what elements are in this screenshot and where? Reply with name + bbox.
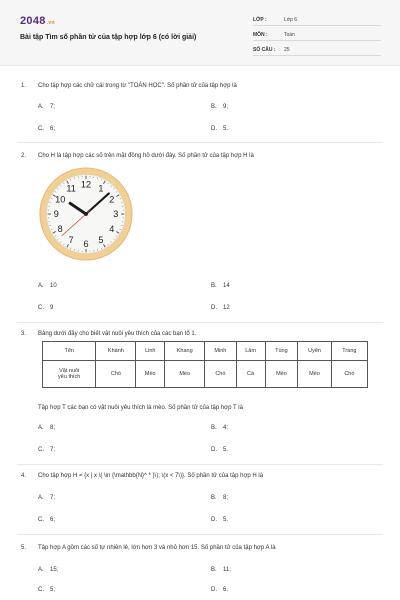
table-cell: Khánh bbox=[96, 342, 136, 361]
option-d[interactable]: D. 5. bbox=[211, 517, 229, 523]
table-cell: Mèo bbox=[165, 361, 205, 388]
table-cell: Chó bbox=[205, 361, 236, 388]
option-b[interactable]: B. 14 bbox=[211, 283, 230, 289]
table-cell: Minh bbox=[205, 342, 236, 361]
meta-class bbox=[253, 14, 381, 26]
option-a[interactable]: A. 7; bbox=[38, 495, 56, 501]
table-cell: Tùng bbox=[265, 342, 298, 361]
option-b[interactable]: B. 4; bbox=[211, 425, 229, 431]
question-4: 4. Cho tập hợp H = {x | x \( \in {\mathbb{N}^ * }\); \(x < 7\)}. Số phần tử của tập hợp H là bbox=[21, 473, 264, 479]
question-2: 2. Cho H là tập hợp các số trên mặt đồng hồ dưới đây. Số phần tử của tập hợp H là bbox=[21, 153, 254, 159]
clock-number: 7 bbox=[68, 234, 74, 245]
pet-table bbox=[42, 341, 368, 388]
option-b[interactable]: B. 9; bbox=[211, 104, 229, 110]
table-cell: Linh bbox=[136, 342, 165, 361]
table-cell: Chó bbox=[96, 361, 136, 388]
option-c[interactable]: C. 9 bbox=[38, 305, 54, 311]
page-title: Bài tập Tìm số phần tử của tập hợp lớp 6 (có lời giải) bbox=[20, 34, 197, 41]
clock-number: 8 bbox=[57, 224, 63, 235]
meta-question-count bbox=[253, 44, 381, 56]
table-row bbox=[43, 342, 368, 361]
divider bbox=[17, 322, 383, 323]
clock-number: 1 bbox=[98, 183, 104, 194]
table-cell: Khang bbox=[165, 342, 205, 361]
clock-number: 3 bbox=[113, 209, 119, 220]
question-3-subtext: Tập hợp T các bạn có vật nuôi yêu thích là mèo. Số phần tử của tập hợp T là bbox=[38, 405, 243, 411]
question-5: 5. Tập hợp A gồm các số tự nhiên lẻ, lớn hơn 3 và nhỏ hơn 15. Số phần tử của tập hợp A là bbox=[21, 545, 276, 551]
table-cell: Trang bbox=[331, 342, 367, 361]
table-cell: Uyên bbox=[298, 342, 331, 361]
table-cell: Lâm bbox=[236, 342, 265, 361]
meta-subject bbox=[253, 29, 381, 41]
option-d[interactable]: D. 5. bbox=[211, 126, 229, 132]
question-1: 1. Cho tập hợp các chữ cái trong từ "TOÁN HỌC". Số phần tử của tập hợp là bbox=[21, 83, 237, 89]
clock-number: 5 bbox=[98, 234, 104, 245]
option-c[interactable]: C. 7; bbox=[38, 447, 56, 453]
option-d[interactable]: D. 5. bbox=[211, 447, 229, 453]
clock-number: 12 bbox=[80, 179, 92, 190]
table-header-cell: Tên bbox=[43, 342, 96, 361]
option-a[interactable]: A. 10 bbox=[38, 283, 57, 289]
clock-number: 9 bbox=[53, 209, 59, 220]
table-cell: Mèo bbox=[298, 361, 331, 388]
meta-value: 25 bbox=[284, 47, 290, 53]
clock-number: 11 bbox=[66, 183, 76, 194]
meta-label: SỐ CÂU : bbox=[253, 47, 276, 53]
table-row bbox=[43, 361, 368, 388]
option-a[interactable]: A. 15; bbox=[38, 567, 59, 573]
table-cell: Chó bbox=[331, 361, 367, 388]
divider bbox=[17, 534, 383, 535]
divider bbox=[17, 464, 383, 465]
page-header bbox=[0, 0, 400, 66]
table-header-cell: Vật nuôi yêu thích bbox=[43, 361, 96, 388]
meta-value: Lớp 6 bbox=[284, 17, 298, 23]
clock-number: 6 bbox=[83, 238, 89, 249]
meta-label: MÔN : bbox=[253, 32, 268, 38]
table-cell: Cá bbox=[236, 361, 265, 388]
option-b[interactable]: B. 11; bbox=[211, 567, 231, 573]
option-d[interactable]: D. 12 bbox=[211, 305, 230, 311]
clock-center bbox=[84, 212, 88, 216]
wall-clock-image bbox=[38, 166, 134, 262]
clock-number: 2 bbox=[109, 194, 115, 205]
table-cell: Mèo bbox=[265, 361, 298, 388]
site-logo[interactable]: 2048.vn bbox=[20, 15, 55, 27]
option-a[interactable]: A. 8; bbox=[38, 425, 56, 431]
option-d[interactable]: D. 6. bbox=[211, 587, 229, 593]
divider bbox=[17, 142, 383, 143]
option-c[interactable]: C. 6; bbox=[38, 126, 56, 132]
option-c[interactable]: C. 5; bbox=[38, 587, 56, 593]
meta-value: Toán bbox=[284, 32, 295, 38]
option-a[interactable]: A. 7; bbox=[38, 104, 56, 110]
clock-number: 4 bbox=[109, 224, 115, 235]
meta-label: LỚP : bbox=[253, 17, 267, 23]
option-c[interactable]: C. 6; bbox=[38, 517, 56, 523]
table-cell: Mèo bbox=[136, 361, 165, 388]
clock-number: 10 bbox=[55, 194, 66, 205]
question-3: 3. Bảng dưới đây cho biết vật nuôi yêu thích của các bạn tổ 1. bbox=[21, 331, 197, 337]
option-b[interactable]: B. 8; bbox=[211, 495, 229, 501]
